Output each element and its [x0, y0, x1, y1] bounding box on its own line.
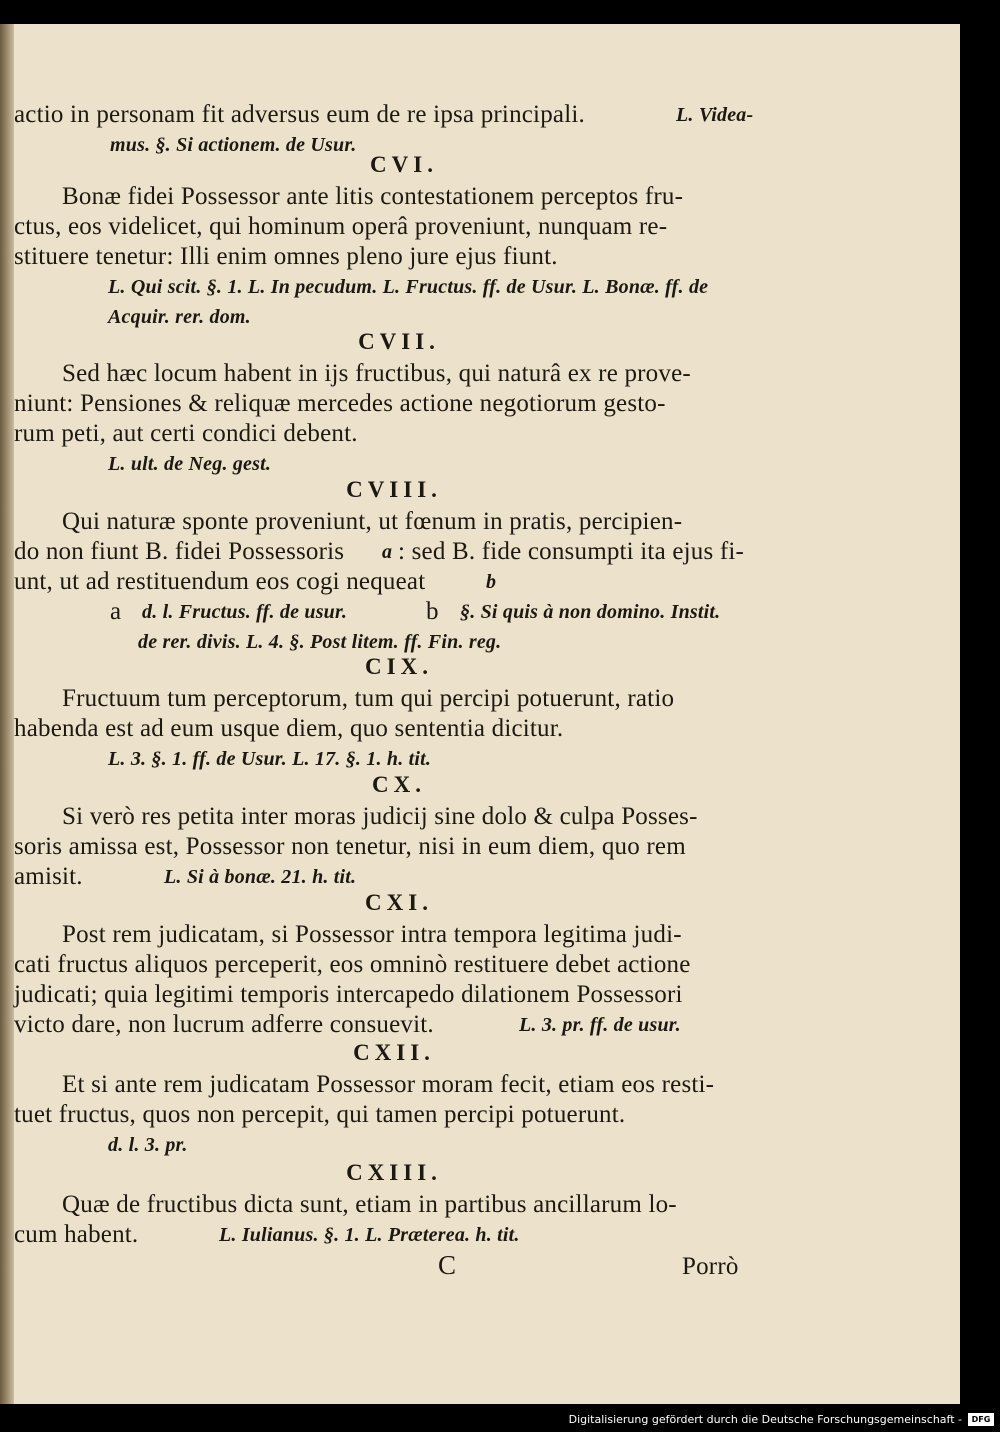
note-marker: b [486, 571, 497, 593]
note-label: b [426, 598, 439, 625]
catchword: Porrò [682, 1253, 739, 1280]
note-marker: a [382, 541, 393, 563]
text-line: niunt: Pensiones & reliquæ mercedes actione negotiorum gesto- [14, 390, 666, 417]
page-text [14, 24, 960, 1404]
section-heading: CVI. [370, 152, 438, 177]
citation-line: L. ult. de Neg. gest. [108, 453, 272, 475]
text-line: Sed hæc locum habent in ijs fructibus, qui naturâ ex re prove- [62, 360, 691, 387]
text-line: stituere tenetur: Illi enim omnes pleno jure ejus fiunt. [14, 243, 558, 270]
text-line: Si verò res petita inter moras judicij sine dolo & culpa Posses- [62, 803, 698, 830]
citation-line: L. Qui scit. §. 1. L. In pecudum. L. Fructus. ff. de Usur. L. Bonæ. ff. de [108, 276, 709, 298]
citation-line: Acquir. rer. dom. [108, 306, 251, 328]
funding-notice: Digitalisierung gefördert durch die Deutsche Forschungsgemeinschaft - [568, 1413, 962, 1426]
text-line: Quæ de fructibus dicta sunt, etiam in partibus ancillarum lo- [62, 1191, 677, 1218]
text-line: Qui naturæ sponte proveniunt, ut fœnum in pratis, percipien- [62, 508, 683, 535]
note-label: a [110, 598, 122, 625]
text-line: cati fructus aliquos perceperit, eos omninò restituere debet actione [14, 951, 691, 978]
section-heading: CXIII. [346, 1160, 442, 1185]
text-line: soris amissa est, Possessor non tenetur, nisi in eum diem, quo rem [14, 833, 686, 860]
book-page [0, 24, 960, 1404]
text-line: victo dare, non lucrum adferre consuevit. [14, 1011, 434, 1038]
citation-line: L. Iulianus. §. 1. L. Præterea. h. tit. [219, 1224, 520, 1246]
citation-line: mus. §. Si actionem. de Usur. [110, 134, 357, 156]
text-line: ctus, eos videlicet, qui hominum operâ proveniunt, nunquam re- [14, 213, 668, 240]
signature-mark: C [438, 1250, 457, 1280]
footnote-line: §. Si quis à non domino. Instit. [460, 601, 721, 623]
citation-line: L. Si à bonæ. 21. h. tit. [164, 866, 357, 888]
text-line: unt, ut ad restituendum eos cogi nequeat [14, 568, 426, 595]
section-heading: CXI. [365, 890, 433, 915]
citation-line: L. 3. §. 1. ff. de Usur. L. 17. §. 1. h. tit. [108, 748, 432, 770]
text-line: Fructuum tum perceptorum, tum qui percipi potuerunt, ratio [62, 685, 675, 712]
footnote-line: de rer. divis. L. 4. §. Post litem. ff. Fin. reg. [138, 631, 502, 653]
text-line: amisit. [14, 863, 83, 890]
text-line: Bonæ fidei Possessor ante litis contestationem perceptos fru- [62, 183, 684, 210]
section-heading: CVII. [358, 329, 440, 354]
section-heading: CIX. [365, 654, 433, 679]
text-line: rum peti, aut certi condici debent. [14, 420, 358, 447]
footnote-line: d. l. Fructus. ff. de usur. [142, 601, 348, 623]
dfg-logo-icon: DFG [968, 1413, 994, 1426]
text-line: tuet fructus, quos non percepit, qui tamen percipi potuerunt. [14, 1101, 626, 1128]
text-line: do non fiunt B. fidei Possessoris [14, 538, 345, 565]
text-line: judicati; quia legitimi temporis intercapedo dilationem Possessori [14, 981, 683, 1008]
text-line: Post rem judicatam, si Possessor intra tempora legitima judi- [62, 921, 682, 948]
citation-line: L. Videa- [676, 104, 754, 126]
text-line: : sed B. fide consumpti ita ejus fi- [398, 538, 745, 565]
citation-line: d. l. 3. pr. [108, 1134, 188, 1156]
footer-bar [0, 1404, 1000, 1432]
section-heading: CXII. [353, 1040, 435, 1065]
citation-line: L. 3. pr. ff. de usur. [519, 1014, 681, 1036]
text-line: cum habent. [14, 1221, 139, 1248]
section-heading: CX. [372, 772, 426, 797]
section-heading: CVIII. [346, 477, 442, 502]
text-line: Et si ante rem judicatam Possessor moram fecit, etiam eos resti- [62, 1071, 715, 1098]
text-line: habenda est ad eum usque diem, quo sententia dicitur. [14, 715, 564, 742]
text-line: actio in personam fit adversus eum de re ipsa principali. [14, 101, 585, 128]
